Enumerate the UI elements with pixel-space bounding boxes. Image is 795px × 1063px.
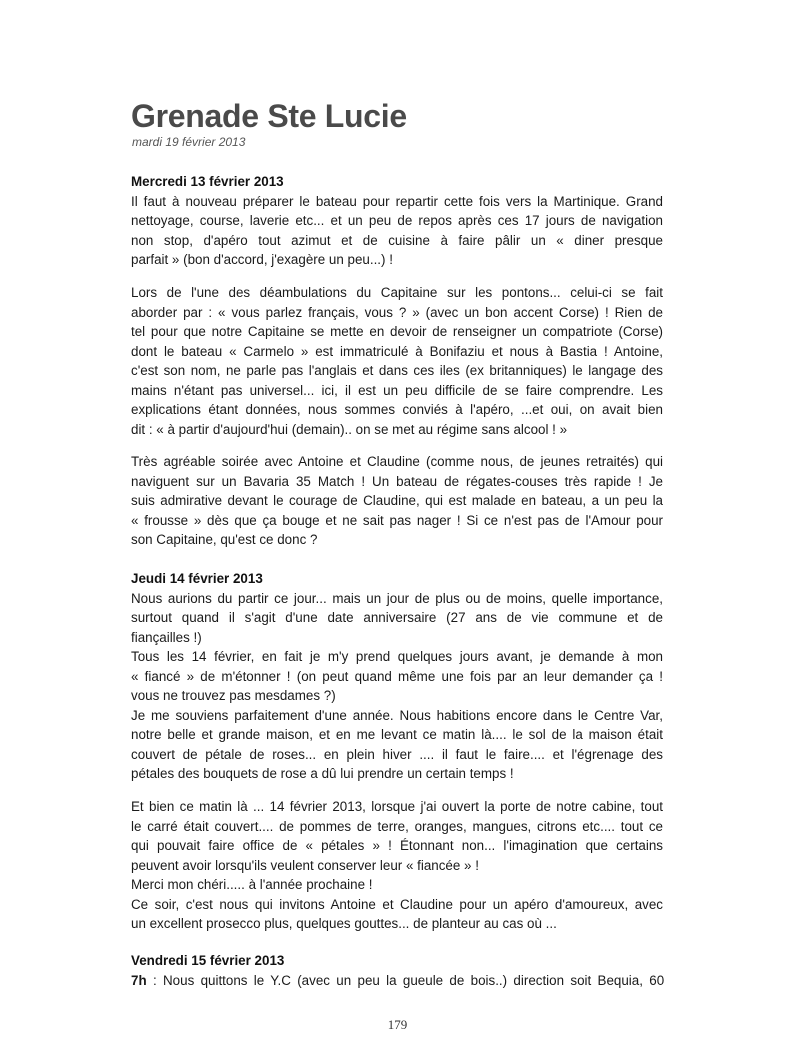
section-3 xyxy=(131,569,663,784)
text-line: le carré était couvert.... de pommes de terre, oranges, mangues, citrons etc.... tout ce xyxy=(131,818,663,834)
text-line: naviguent sur un Bavaria 35 Match ! Un bateau de régates-couses très rapide ! Je xyxy=(131,473,663,489)
time-label: 7h xyxy=(131,972,147,988)
section-0 xyxy=(131,172,663,270)
day-heading: Mercredi 13 février 2013 xyxy=(131,174,284,189)
text-line: peuvent avoir lorsqu'ils veulent conserver leur « fiancée » ! xyxy=(131,857,479,873)
page-number: 179 xyxy=(387,1017,408,1032)
text-line: parfait » (bon d'accord, j'exagère un peu...) ! xyxy=(131,252,393,267)
text-line: Et bien ce matin là ... 14 février 2013, lorsque j'ai ouvert la porte de notre cabine, tout xyxy=(131,799,663,814)
text-line xyxy=(131,971,663,991)
text-line-content: : Nous quittons le Y.C (avec un peu la gueule de bois..) direction soit Bequia, 60 xyxy=(146,972,665,988)
text-line: suis admirative devant le courage de Claudine, qui est malade en bateau, a un peu la xyxy=(131,493,663,508)
text-line: tel pour que notre Capitaine se mette en devoir de renseigner un compatriote (Corse) xyxy=(131,324,663,339)
post-date: mardi 19 février 2013 xyxy=(132,135,246,149)
text-line: fiançailles !) xyxy=(131,629,202,645)
page-title: Grenade Ste Lucie xyxy=(131,98,407,134)
text-line: Ce soir, c'est nous qui invitons Antoine et Claudine pour un apéro d'amoureux, avec xyxy=(131,896,663,912)
section-1 xyxy=(131,283,663,439)
text-line: Nous aurions du partir ce jour... mais un jour de plus ou de moins, quelle importance, xyxy=(131,590,663,606)
day-heading: Vendredi 15 février 2013 xyxy=(131,953,285,968)
text-line: non stop, d'apéro tout azimut et de cuisine à faire pâlir un « diner presque xyxy=(131,232,663,248)
text-line: Tous les 14 février, en fait je m'y prend quelques jours avant, je demande à mon xyxy=(131,649,663,664)
text-line: Lors de l'une des déambulations du Capitaine sur les pontons... celui-ci se fait xyxy=(131,285,663,300)
text-line: Je me souviens parfaitement d'une année. Nous habitions encore dans le Centre Var, xyxy=(131,707,663,723)
text-line: Très agréable soirée avec Antoine et Claudine (comme nous, de jeunes retraités) qui xyxy=(131,454,663,469)
text-line: explications étant données, nous sommes conviés à l'apéro, ...et oui, on avait bien xyxy=(131,402,663,417)
text-line: aborder par : « vous parlez français, vous ? » (avec un bon accent Corse) ! Rien de xyxy=(131,304,663,320)
text-line: pétales des bouquets de rose a dû lui prendre un certain temps ! xyxy=(131,766,514,781)
text-line: vous ne trouvez pas mesdames ?) xyxy=(131,688,336,703)
text-line: « fiancé » de m'étonner ! (on peut quand même une fois par an leur demander ça ! xyxy=(131,668,663,684)
text-line: Merci mon chéri..... à l'année prochaine ! xyxy=(131,877,373,892)
text-line: un excellent prosecco plus, quelques gouttes... de planteur au cas où ... xyxy=(131,916,557,931)
text-line: « frousse » dès que ça bouge et ne sait pas nager ! Si ce n'est pas de l'Amour pour xyxy=(131,512,663,528)
section-5 xyxy=(131,951,663,990)
section-2 xyxy=(131,452,663,550)
text-line: surtout quand il s'agit d'une date anniversaire (27 ans de vie commune et de xyxy=(131,610,663,625)
section-4 xyxy=(131,797,663,934)
text-line: dit : « à partir d'aujourd'hui (demain).. on se met au régime sans alcool ! » xyxy=(131,421,568,437)
text-line: notre belle et grande maison, et en me levant ce matin là.... le sol de la maison était xyxy=(131,727,663,742)
text-line: couvert de pétale de roses... en plein hiver .... il faut le faire.... et l'égrenage des xyxy=(131,746,663,762)
text-line: qui pouvait faire office de « pétales » ! Étonnant non... l'imagination que certains xyxy=(131,838,663,853)
text-line: c'est son nom, ne parle pas l'anglais et dans ces iles (ex britanniques) le langage des xyxy=(131,363,663,378)
day-heading: Jeudi 14 février 2013 xyxy=(131,571,263,586)
text-line: mains n'étant pas universel... ici, il est un peu difficile de se faire comprendre. Les xyxy=(131,382,663,398)
text-line: son Capitaine, qu'est ce donc ? xyxy=(131,532,318,547)
text-line: dont le bateau « Carmelo » est immatriculé à Bonifaziu et nous à Bastia ! Antoine, xyxy=(131,343,663,359)
text-line: nettoyage, course, laverie etc... et un peu de repos après ces 17 jours de navigation xyxy=(131,213,663,228)
text-line: Il faut à nouveau préparer le bateau pour repartir cette fois vers la Martinique. Grand xyxy=(131,193,663,209)
